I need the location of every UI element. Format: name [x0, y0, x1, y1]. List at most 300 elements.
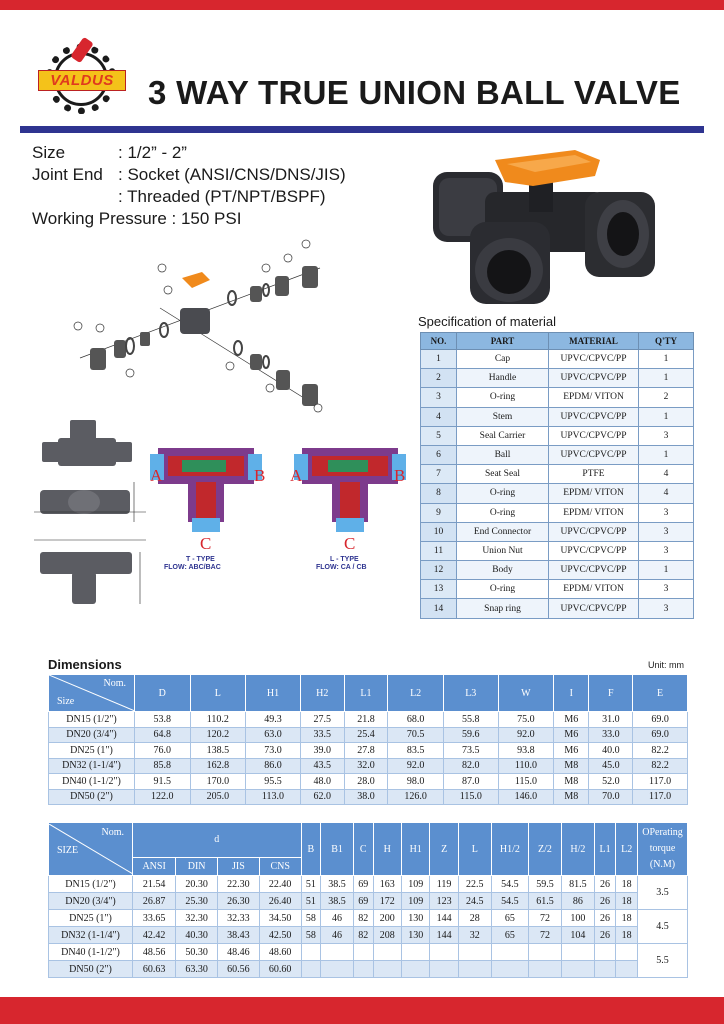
- dimensions-value-cell: 69.0: [633, 712, 688, 728]
- material-row: [421, 580, 694, 599]
- material-header-part: PART: [457, 333, 549, 350]
- dimensions2-size-cell: DN40 (1-1/2"): [49, 944, 133, 961]
- dimensions-value-cell: M8: [554, 758, 589, 774]
- material-part: O-ring: [457, 388, 549, 407]
- dimensions2-value-cell: [491, 944, 528, 961]
- dimensions-value-cell: 92.0: [388, 758, 444, 774]
- dimensions2-value-cell: 58: [301, 927, 321, 944]
- dimensions-header-row: [49, 675, 688, 712]
- dimensions2-value-cell: 38.5: [321, 893, 354, 910]
- dimensions-header-cell: W: [498, 675, 554, 712]
- dimensions2-value-cell: [321, 944, 354, 961]
- material-type: UPVC/CPVC/PP: [549, 561, 639, 580]
- material-table-body: [421, 350, 694, 619]
- dimensions2-value-cell: 48.60: [259, 944, 301, 961]
- dimensions2-value-cell: [401, 961, 429, 978]
- dimensions-value-cell: 70.0: [589, 789, 633, 805]
- dimensions-row: [49, 727, 688, 743]
- dimensions-value-cell: 49.3: [246, 712, 301, 728]
- material-type: UPVC/CPVC/PP: [549, 541, 639, 560]
- material-type: UPVC/CPVC/PP: [549, 426, 639, 445]
- dimensions2-size-cell: DN20 (3/4"): [49, 893, 133, 910]
- dimensions2-value-cell: 26: [594, 910, 616, 927]
- dimensions2-value-cell: [491, 961, 528, 978]
- dimensions2-value-cell: 48.56: [133, 944, 176, 961]
- l-type-diagram: [294, 448, 406, 532]
- dimensions2-corner: [49, 823, 133, 876]
- material-no: 8: [421, 484, 457, 503]
- dimensions-value-cell: 82.0: [443, 758, 498, 774]
- dimensions-value-cell: 82.2: [633, 758, 688, 774]
- dimensions-value-cell: 82.2: [633, 743, 688, 759]
- dimensions2-value-cell: 104: [561, 927, 594, 944]
- dimensions2-header-cell: H1: [401, 823, 429, 876]
- dimensions2-header-cell: B: [301, 823, 321, 876]
- material-header-no: NO.: [421, 333, 457, 350]
- dimensions-row: [49, 758, 688, 774]
- dimensions2-value-cell: 42.50: [259, 927, 301, 944]
- dimensions2-value-cell: 58: [301, 910, 321, 927]
- dimensions-value-cell: 91.5: [135, 774, 191, 790]
- dimensions2-value-cell: 109: [401, 893, 429, 910]
- dimensions2-value-cell: 130: [401, 910, 429, 927]
- dimensions2-value-cell: 24.5: [458, 893, 491, 910]
- dimensions2-value-cell: 100: [561, 910, 594, 927]
- dimensions2-value-cell: 28: [458, 910, 491, 927]
- dimensions2-value-cell: 22.5: [458, 876, 491, 893]
- dimensions2-value-cell: 50.30: [176, 944, 218, 961]
- dimensions2-value-cell: 21.54: [133, 876, 176, 893]
- dimensions2-value-cell: 81.5: [561, 876, 594, 893]
- torque-cell: 3.5: [638, 876, 688, 910]
- dimensions-value-cell: 31.0: [589, 712, 633, 728]
- dimensions-value-cell: 21.8: [344, 712, 388, 728]
- dimensions2-value-cell: 200: [373, 910, 401, 927]
- dimensions-value-cell: 98.0: [388, 774, 444, 790]
- dimensions2-header-cell: L1: [594, 823, 616, 876]
- dimensions2-value-cell: 59.5: [529, 876, 562, 893]
- dimensions2-value-cell: 130: [401, 927, 429, 944]
- material-qty: 3: [639, 426, 694, 445]
- t-label-b: B: [254, 466, 266, 485]
- l-flow-label: FLOW: CA / CB: [316, 564, 367, 571]
- material-part: Snap ring: [457, 599, 549, 618]
- dimensions2-size-cell: DN32 (1-1/4"): [49, 927, 133, 944]
- material-row: [421, 369, 694, 388]
- joint-value-socket: : Socket (ANSI/CNS/DNS/JIS): [118, 165, 346, 184]
- dimensions-value-cell: 27.5: [300, 712, 344, 728]
- dimensions-value-cell: 70.5: [388, 727, 444, 743]
- dimensions2-value-cell: [458, 944, 491, 961]
- dimensions-value-cell: M8: [554, 789, 589, 805]
- material-row: [421, 561, 694, 580]
- dimensions2-value-cell: [401, 944, 429, 961]
- dimensions2-value-cell: 18: [616, 893, 638, 910]
- dimensions-value-cell: 32.0: [344, 758, 388, 774]
- material-qty: 3: [639, 522, 694, 541]
- dimensions2-header-cell: L2: [616, 823, 638, 876]
- dimensions2-value-cell: 26: [594, 927, 616, 944]
- dimensions-value-cell: 126.0: [388, 789, 444, 805]
- dimensions2-value-cell: 33.65: [133, 910, 176, 927]
- dimensions-header-cell: L1: [344, 675, 388, 712]
- dimensions2-value-cell: [430, 944, 458, 961]
- dimensions-value-cell: 117.0: [633, 789, 688, 805]
- dimensions2-value-cell: 61.5: [529, 893, 562, 910]
- dimensions2-value-cell: [594, 944, 616, 961]
- dimensions-header-cell: L: [190, 675, 246, 712]
- dimensions2-value-cell: 163: [373, 876, 401, 893]
- top-accent-bar: [0, 0, 724, 10]
- unit-label: Unit: mm: [648, 660, 684, 670]
- dimensions-value-cell: 25.4: [344, 727, 388, 743]
- material-row: [421, 484, 694, 503]
- dimensions2-value-cell: 26.30: [218, 893, 260, 910]
- torque-header: OPerating torque (N.M): [638, 823, 688, 876]
- dimensions2-value-cell: [353, 944, 373, 961]
- material-type: UPVC/CPVC/PP: [549, 407, 639, 426]
- dimensions-size-cell: DN20 (3/4"): [49, 727, 135, 743]
- dimensions2-header-cell: H: [373, 823, 401, 876]
- material-no: 14: [421, 599, 457, 618]
- material-part: Cap: [457, 350, 549, 369]
- dimensions2-value-cell: 26.87: [133, 893, 176, 910]
- dimensions2-table-body: [49, 876, 688, 978]
- dimensions-value-cell: 87.0: [443, 774, 498, 790]
- dimensions2-header-cell: L: [458, 823, 491, 876]
- dimensions2-value-cell: 25.30: [176, 893, 218, 910]
- dimensions-value-cell: 38.0: [344, 789, 388, 805]
- dimensions-size-cell: DN15 (1/2"): [49, 712, 135, 728]
- dimensions2-value-cell: 86: [561, 893, 594, 910]
- material-part: Union Nut: [457, 541, 549, 560]
- size-value: : 1/2” - 2”: [118, 143, 187, 162]
- valdus-logo: [40, 38, 124, 114]
- flow-diagrams: [146, 438, 416, 578]
- d-header: d: [133, 823, 302, 858]
- dimensions-value-cell: M6: [554, 743, 589, 759]
- material-row: [421, 426, 694, 445]
- dimensions2-size-cell: DN15 (1/2"): [49, 876, 133, 893]
- t-flow-label: FLOW: ABC/BAC: [164, 564, 221, 571]
- t-label-a: A: [150, 466, 163, 485]
- dimensions-table-body: [49, 712, 688, 805]
- dimensions-size-cell: DN25 (1"): [49, 743, 135, 759]
- dimensions-size-cell: DN32 (1-1/4"): [49, 758, 135, 774]
- material-no: 7: [421, 465, 457, 484]
- material-qty: 1: [639, 350, 694, 369]
- material-qty: 1: [639, 445, 694, 464]
- material-qty: 3: [639, 541, 694, 560]
- material-qty: 3: [639, 599, 694, 618]
- dimensions2-value-cell: 51: [301, 876, 321, 893]
- dimensions2-value-cell: 22.40: [259, 876, 301, 893]
- material-qty: 1: [639, 561, 694, 580]
- material-type: UPVC/CPVC/PP: [549, 369, 639, 388]
- dimensions-value-cell: 33.5: [300, 727, 344, 743]
- dimensions2-value-cell: [529, 961, 562, 978]
- dimensions-value-cell: 110.2: [190, 712, 246, 728]
- dimensions2-value-cell: 51: [301, 893, 321, 910]
- corner2-size: SIZE: [57, 845, 79, 856]
- dimensions2-value-cell: 69: [353, 876, 373, 893]
- material-type: EPDM/ VITON: [549, 580, 639, 599]
- material-row: [421, 445, 694, 464]
- dimensions2-value-cell: 26.40: [259, 893, 301, 910]
- dimensions-caption: Dimensions: [48, 657, 122, 672]
- dimensions-header-cell: F: [589, 675, 633, 712]
- material-part: O-ring: [457, 503, 549, 522]
- material-row: [421, 522, 694, 541]
- dimensions2-value-cell: 46: [321, 910, 354, 927]
- dimensions-value-cell: 45.0: [589, 758, 633, 774]
- material-part: O-ring: [457, 580, 549, 599]
- dimensions2-row: [49, 893, 688, 910]
- material-no: 12: [421, 561, 457, 580]
- material-caption: Specification of material: [418, 314, 557, 329]
- material-no: 10: [421, 522, 457, 541]
- material-row: [421, 599, 694, 618]
- dimensions-value-cell: 95.5: [246, 774, 301, 790]
- dimensions2-row: [49, 876, 688, 893]
- d-subheader-cell: DIN: [176, 857, 218, 875]
- dimensions-value-cell: 40.0: [589, 743, 633, 759]
- dimensions2-value-cell: 18: [616, 876, 638, 893]
- material-no: 1: [421, 350, 457, 369]
- dimensions2-value-cell: 65: [491, 910, 528, 927]
- dimensions-value-cell: 113.0: [246, 789, 301, 805]
- dimensions2-value-cell: 60.56: [218, 961, 260, 978]
- dimensions-value-cell: 85.8: [135, 758, 191, 774]
- dimensions2-value-cell: 69: [353, 893, 373, 910]
- dimensions-value-cell: 39.0: [300, 743, 344, 759]
- material-type: EPDM/ VITON: [549, 503, 639, 522]
- dimensions2-value-cell: 54.5: [491, 893, 528, 910]
- dimensions-size-cell: DN50 (2"): [49, 789, 135, 805]
- dimensions2-value-cell: 40.30: [176, 927, 218, 944]
- d-subheader-cell: JIS: [218, 857, 260, 875]
- torque-cell: 5.5: [638, 944, 688, 978]
- dimensions2-value-cell: [353, 961, 373, 978]
- dimensions-value-cell: M8: [554, 774, 589, 790]
- material-header-material: MATERIAL: [549, 333, 639, 350]
- dimensions-value-cell: 162.8: [190, 758, 246, 774]
- dimensions2-value-cell: 65: [491, 927, 528, 944]
- dimensions2-value-cell: [616, 961, 638, 978]
- material-type: UPVC/CPVC/PP: [549, 445, 639, 464]
- dimensions2-value-cell: 32.33: [218, 910, 260, 927]
- dimensions-value-cell: 69.0: [633, 727, 688, 743]
- material-type: EPDM/ VITON: [549, 388, 639, 407]
- dimensions-header-cell: I: [554, 675, 589, 712]
- dimensions2-value-cell: [561, 944, 594, 961]
- t-type-diagram: [150, 448, 262, 532]
- material-no: 11: [421, 541, 457, 560]
- dimensions2-value-cell: 20.30: [176, 876, 218, 893]
- dimensions2-value-cell: 123: [430, 893, 458, 910]
- l-label-a: A: [290, 466, 303, 485]
- material-row: [421, 503, 694, 522]
- dimensions-value-cell: 117.0: [633, 774, 688, 790]
- dimensions-value-cell: 53.8: [135, 712, 191, 728]
- material-type: UPVC/CPVC/PP: [549, 522, 639, 541]
- material-qty: 4: [639, 465, 694, 484]
- material-no: 4: [421, 407, 457, 426]
- material-part: Handle: [457, 369, 549, 388]
- dimensions-value-cell: 62.0: [300, 789, 344, 805]
- dimensions2-value-cell: [430, 961, 458, 978]
- dimensions-value-cell: 63.0: [246, 727, 301, 743]
- dimensions2-value-cell: 22.30: [218, 876, 260, 893]
- dimension-drawings: [30, 412, 152, 612]
- dimensions-row: [49, 789, 688, 805]
- dimensions-size-cell: DN40 (1-1/2"): [49, 774, 135, 790]
- logo-text: VALDUS: [38, 70, 126, 91]
- dimensions2-value-cell: [458, 961, 491, 978]
- material-qty: 4: [639, 484, 694, 503]
- dimensions-value-cell: 115.0: [443, 789, 498, 805]
- dimensions2-value-cell: 172: [373, 893, 401, 910]
- dimensions2-row: [49, 927, 688, 944]
- dimensions2-value-cell: 82: [353, 910, 373, 927]
- dimensions2-value-cell: [301, 944, 321, 961]
- dimensions2-value-cell: 60.63: [133, 961, 176, 978]
- dimensions-value-cell: M6: [554, 712, 589, 728]
- dimensions-value-cell: 83.5: [388, 743, 444, 759]
- dimensions-value-cell: M6: [554, 727, 589, 743]
- material-part: End Connector: [457, 522, 549, 541]
- dimensions-header-cell: L3: [443, 675, 498, 712]
- dimensions2-header-cell: Z: [430, 823, 458, 876]
- dimensions-value-cell: 59.6: [443, 727, 498, 743]
- dimensions2-row: [49, 910, 688, 927]
- dimensions2-value-cell: 63.30: [176, 961, 218, 978]
- dimensions2-value-cell: 54.5: [491, 876, 528, 893]
- dimensions-value-cell: 92.0: [498, 727, 554, 743]
- material-qty: 2: [639, 388, 694, 407]
- t-type-label: T - TYPE: [186, 556, 215, 563]
- dimensions2-row: [49, 944, 688, 961]
- valve-product-image: [425, 142, 665, 312]
- dimensions2-value-cell: [561, 961, 594, 978]
- dimensions-value-cell: 64.8: [135, 727, 191, 743]
- material-no: 5: [421, 426, 457, 445]
- material-part: Body: [457, 561, 549, 580]
- dimensions2-value-cell: 72: [529, 910, 562, 927]
- size-label: Size: [32, 143, 66, 162]
- material-part: Ball: [457, 445, 549, 464]
- material-part: Seal Carrier: [457, 426, 549, 445]
- dimensions-value-cell: 52.0: [589, 774, 633, 790]
- dimensions-value-cell: 205.0: [190, 789, 246, 805]
- dimensions2-value-cell: [529, 944, 562, 961]
- dimensions2-value-cell: 32: [458, 927, 491, 944]
- dimensions-value-cell: 170.0: [190, 774, 246, 790]
- material-part: Stem: [457, 407, 549, 426]
- dimensions2-row: [49, 961, 688, 978]
- dimensions2-value-cell: [373, 944, 401, 961]
- material-no: 2: [421, 369, 457, 388]
- material-qty: 1: [639, 407, 694, 426]
- material-no: 3: [421, 388, 457, 407]
- dimensions-value-cell: 120.2: [190, 727, 246, 743]
- dimensions-value-cell: 115.0: [498, 774, 554, 790]
- material-row: [421, 350, 694, 369]
- exploded-view-diagram: [70, 238, 340, 413]
- dimensions2-value-cell: 38.5: [321, 876, 354, 893]
- dimensions2-value-cell: 72: [529, 927, 562, 944]
- dimensions-value-cell: 110.0: [498, 758, 554, 774]
- material-row: [421, 388, 694, 407]
- dimensions2-value-cell: 42.42: [133, 927, 176, 944]
- material-qty: 1: [639, 369, 694, 388]
- dimensions-header-cell: H2: [300, 675, 344, 712]
- dimensions-row: [49, 743, 688, 759]
- dimensions2-header-row: [49, 823, 688, 858]
- dimensions-row: [49, 774, 688, 790]
- dimensions2-value-cell: 109: [401, 876, 429, 893]
- dimensions-value-cell: 33.0: [589, 727, 633, 743]
- corner-nom: Nom.: [103, 678, 126, 689]
- dimensions2-value-cell: [594, 961, 616, 978]
- l-type-label: L - TYPE: [330, 556, 359, 563]
- dimensions2-value-cell: [301, 961, 321, 978]
- corner2-nom: Nom.: [101, 827, 124, 838]
- material-header-qty: Q'TY: [639, 333, 694, 350]
- dimensions-value-cell: 55.8: [443, 712, 498, 728]
- material-type: UPVC/CPVC/PP: [549, 599, 639, 618]
- dimensions-value-cell: 43.5: [300, 758, 344, 774]
- l-label-c: C: [344, 534, 356, 553]
- dimensions2-value-cell: 208: [373, 927, 401, 944]
- dimensions2-header-cell: B1: [321, 823, 354, 876]
- material-type: PTFE: [549, 465, 639, 484]
- dimensions-row: [49, 712, 688, 728]
- material-qty: 3: [639, 503, 694, 522]
- dimensions-table-2: [48, 822, 688, 978]
- dimensions-header-cell: D: [135, 675, 191, 712]
- dimensions-value-cell: 138.5: [190, 743, 246, 759]
- dimensions-value-cell: 27.8: [344, 743, 388, 759]
- material-table: [420, 332, 694, 619]
- dimensions2-value-cell: 32.30: [176, 910, 218, 927]
- dimensions2-size-cell: DN50 (2"): [49, 961, 133, 978]
- d-subheader-cell: CNS: [259, 857, 301, 875]
- d-subheader-cell: ANSI: [133, 857, 176, 875]
- dimensions2-header-cell: H1/2: [491, 823, 528, 876]
- dimensions-value-cell: 75.0: [498, 712, 554, 728]
- dimensions-value-cell: 48.0: [300, 774, 344, 790]
- dimensions2-value-cell: 18: [616, 927, 638, 944]
- dimensions2-header-cell: C: [353, 823, 373, 876]
- dimensions-header-cell: E: [633, 675, 688, 712]
- material-no: 9: [421, 503, 457, 522]
- dimensions2-value-cell: [321, 961, 354, 978]
- page-title: 3 WAY TRUE UNION BALL VALVE: [148, 74, 681, 111]
- dimensions2-value-cell: 46: [321, 927, 354, 944]
- torque-cell: 4.5: [638, 910, 688, 944]
- dimensions-table: [48, 674, 688, 805]
- dimensions-value-cell: 73.5: [443, 743, 498, 759]
- dimensions-value-cell: 122.0: [135, 789, 191, 805]
- material-no: 13: [421, 580, 457, 599]
- material-row: [421, 407, 694, 426]
- dimensions2-value-cell: 48.46: [218, 944, 260, 961]
- dimensions-value-cell: 93.8: [498, 743, 554, 759]
- dimensions-header-cell: H1: [246, 675, 301, 712]
- dimensions2-value-cell: 60.60: [259, 961, 301, 978]
- dimensions2-value-cell: [373, 961, 401, 978]
